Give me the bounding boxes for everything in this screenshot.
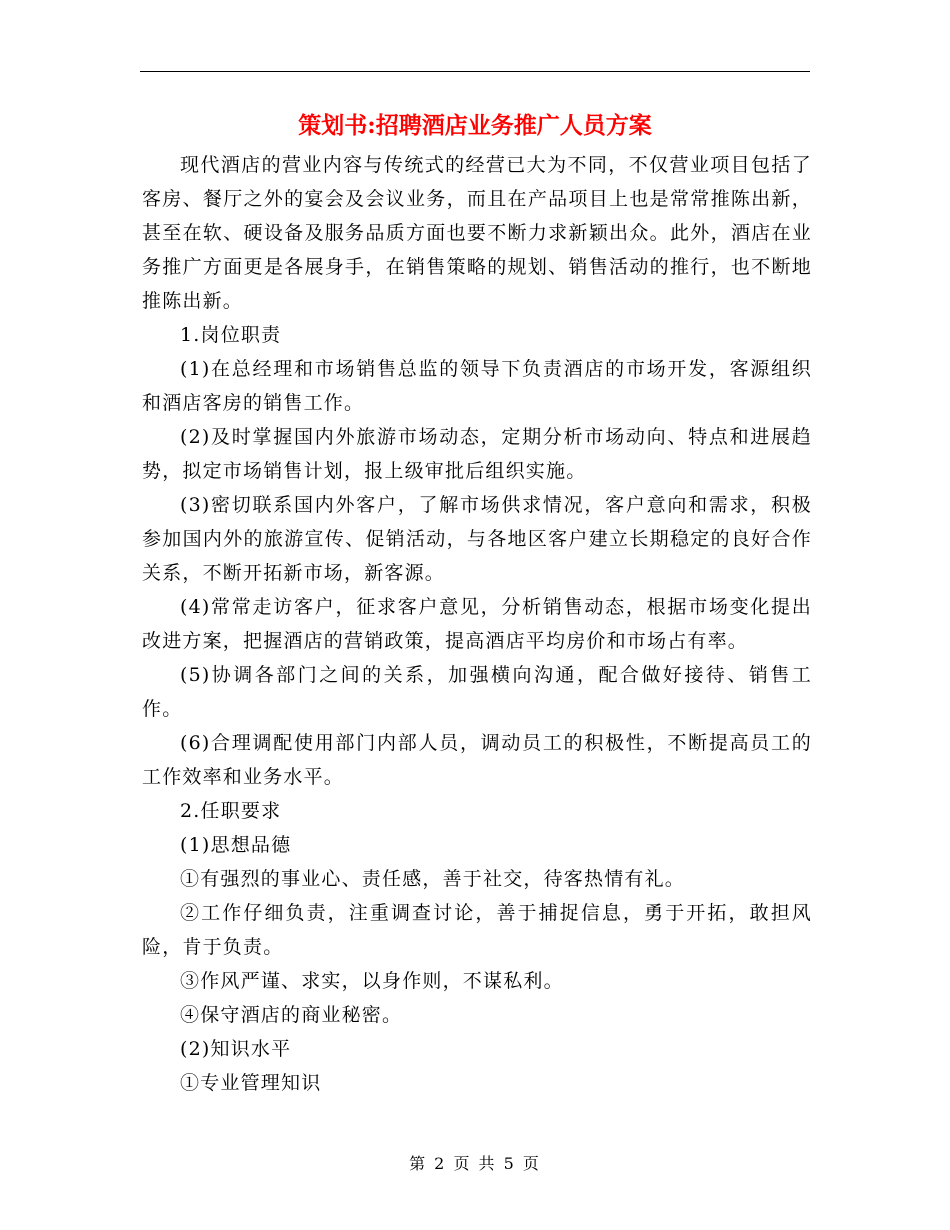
list-item: ①有强烈的事业心、责任感，善于社交，待客热情有礼。 <box>180 868 686 890</box>
list-item: (3)密切联系国内外客户，了解市场供求情况，客户意向和需求，积极参加国内外的旅游宣传、促销活动，与各地区客户建立长期稳定的良好合作关系，不断开拓新市场，新客源。 <box>142 494 812 584</box>
subheading-knowledge: (2)知识水平 <box>180 1038 292 1060</box>
section-heading-duties: 1.岗位职责 <box>180 324 282 346</box>
section-heading-requirements: 2.任职要求 <box>180 800 282 822</box>
list-item: (5)协调各部门之间的关系，加强横向沟通，配合做好接待、销售工作。 <box>142 664 812 720</box>
list-item: ③作风严谨、求实，以身作则，不谋私利。 <box>180 970 564 992</box>
list-item: (1)在总经理和市场销售总监的领导下负责酒店的市场开发，客源组织和酒店客房的销售工作。 <box>142 358 812 414</box>
document-title: 策划书:招聘酒店业务推广人员方案 <box>298 112 652 139</box>
page-number-footer: 第 2 页 共 5 页 <box>409 1154 541 1173</box>
list-item: (4)常常走访客户，征求客户意见，分析销售动态，根据市场变化提出改进方案，把握酒店的营销政策，提高酒店平均房价和市场占有率。 <box>142 596 812 652</box>
header-rule <box>140 71 810 72</box>
list-item: ④保守酒店的商业秘密。 <box>180 1004 403 1026</box>
paragraph-intro: 现代酒店的营业内容与传统式的经营已大为不同，不仅营业项目包括了客房、餐厅之外的宴会及会议业务，而且在产品项目上也是常常推陈出新，甚至在软、硬设备及服务品质方面也要不断力求新颖出众。此外，酒店在业务推广方面更是各展身手，在销售策略的规划、销售活动的推行，也不断地推陈出新。 <box>142 154 812 312</box>
list-item: ①专业管理知识 <box>180 1072 322 1094</box>
subheading-ethics: (1)思想品德 <box>180 834 292 856</box>
list-item: (2)及时掌握国内外旅游市场动态，定期分析市场动向、特点和进展趋势，拟定市场销售计划，报上级审批后组织实施。 <box>142 426 812 482</box>
list-item: ②工作仔细负责，注重调查讨论，善于捕捉信息，勇于开拓，敢担风险，肯于负责。 <box>142 902 812 958</box>
list-item: (6)合理调配使用部门内部人员，调动员工的积极性，不断提高员工的工作效率和业务水平。 <box>142 732 812 788</box>
document-body <box>142 148 812 1100</box>
